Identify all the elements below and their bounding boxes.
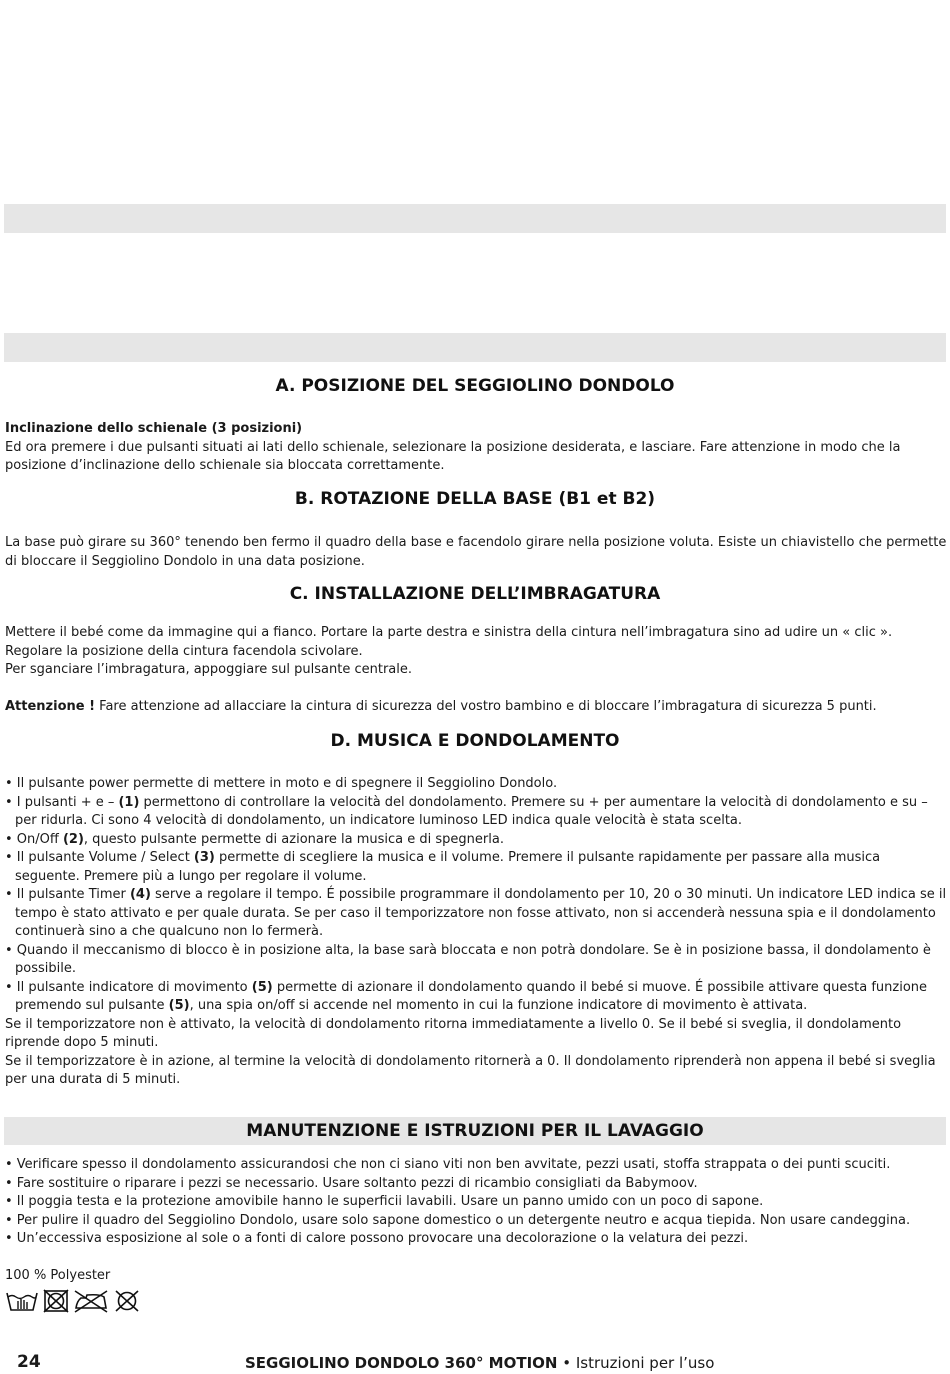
bullet-volume-a: • Il pulsante Volume / Select — [5, 850, 194, 865]
section-c-text1: Mettere il bebé come da immagine qui a fianco. Portare la parte destra e sinistra della cintura nell’imbragatura sino ad udire un « clic ». Regolare la posizione della cintura facendola scivolare. — [5, 625, 893, 659]
bullet-speed-ref: (1) — [118, 794, 140, 810]
bullet-motion-ref2: (5) — [168, 998, 190, 1013]
care-symbols — [5, 1289, 141, 1313]
top-band — [4, 204, 946, 233]
fabric-composition: 100 % Polyester — [5, 1268, 111, 1283]
bullet-motion-a: • Il pulsante indicatore di movimento — [5, 979, 252, 995]
maintenance-body — [5, 1156, 947, 1249]
do-not-tumble-dry-icon — [43, 1289, 69, 1313]
bullet-motion-c: permette di azionare il dondolamento quando il bebé si muove. É possibile attivare questa funzione premendo sul pulsante — [15, 979, 928, 1013]
do-not-dry-clean-icon — [113, 1289, 141, 1313]
bullet-lock: • Quando il meccanismo di blocco è in posizione alta, la base sarà bloccata e non potrà dondolare. Se è in posizione bassa, il dondolamento è possibile. — [5, 942, 931, 976]
bullet-motion — [5, 979, 947, 1016]
bullet-timer-c: serve a regolare il tempo. É possibile programmare il dondolamento per 10, 20 o 30 minuti. Un indicatore LED indica se il tempo è stato attivato e per quale durata. Se per caso il temporizzatore non fosse attivato, non si accenderà nessuna spia e il dondolamento continuerà sino a che qualcuno non lo fermerà. — [15, 887, 947, 939]
section-c-attention — [5, 698, 947, 717]
section-a-body — [5, 420, 947, 476]
do-not-iron-icon — [73, 1289, 109, 1313]
section-d-para2: Se il temporizzatore è in azione, al termine la velocità di dondolamento ritornerà a 0. Il dondolamento riprenderà non appena il bebé si sveglia per una durata di 5 minuti. — [5, 1053, 936, 1087]
bullet-volume — [5, 849, 947, 886]
upper-band — [4, 333, 946, 362]
section-a-heading: A. POSIZIONE DEL SEGGIOLINO DONDOLO — [275, 376, 675, 396]
section-c-heading: C. INSTALLAZIONE DELL’IMBRAGATURA — [289, 584, 661, 604]
bullet-speed-c: permettono di controllare la velocità del dondolamento. Premere su + per aumentare la velocità di dondolamento e su – per ridurla. Ci sono 4 velocità di dondolamento, un indicatore luminoso LED indica quale velocità è stata scelta. — [15, 794, 928, 828]
page-number: 24 — [17, 1352, 41, 1372]
section-d-heading: D. MUSICA E DONDOLAMENTO — [330, 731, 620, 751]
section-b-text: La base può girare su 360° tenendo ben fermo il quadro della base e facendolo girare nella posizione voluta. Esiste un chiavistello che permette di bloccare il Seggiolino Dondolo in una data posizione. — [5, 535, 947, 569]
footer-subtitle: • Istruzioni per l’uso — [557, 1354, 715, 1372]
section-b-heading: B. ROTAZIONE DELLA BASE (B1 et B2) — [294, 489, 656, 509]
maintenance-item: • Il poggia testa e la protezione amovibile hanno le superficii lavabili. Usare un panno umido con un poco di sapone. — [5, 1194, 764, 1209]
bullet-onoff-c: , questo pulsante permette di azionare la musica e di spegnerla. — [83, 831, 504, 847]
bullet-volume-ref: (3) — [193, 850, 215, 865]
footer-product: SEGGIOLINO DONDOLO 360° MOTION — [245, 1354, 558, 1372]
section-a-text: Ed ora premere i due pulsanti situati ai lati dello schienale, selezionare la posizione desiderata, e lasciare. Fare attenzione in modo che la posizione d’inclinazione dello schienale sia bloccata correttamente. — [5, 439, 901, 473]
bullet-onoff — [5, 831, 947, 850]
bullet-power: • Il pulsante power permette di mettere in moto e di spegnere il Seggiolino Dondolo. — [5, 776, 558, 791]
bullet-timer — [5, 886, 947, 942]
bullet-motion-e: , una spia on/off si accende nel momento in cui la funzione indicatore di movimento è attivata. — [189, 998, 808, 1013]
maintenance-item: • Un’eccessiva esposizione al sole o a fonti di calore possono provocare una decolorazione o la velatura dei pezzi. — [5, 1231, 749, 1246]
bullet-onoff-ref: (2) — [62, 831, 84, 847]
bullet-speed — [5, 794, 947, 831]
footer-title — [245, 1354, 714, 1372]
section-b-body — [5, 534, 947, 571]
maintenance-item: • Fare sostituire o riparare i pezzi se necessario. Usare soltanto pezzi di ricambio consigliati da Babymoov. — [5, 1175, 698, 1191]
section-d-para1: Se il temporizzatore non è attivato, la velocità di dondolamento ritorna immediatamente a livello 0. Se il bebé si sveglia, il dondolamento riprende dopo 5 minuti. — [5, 1016, 902, 1050]
section-d-body — [5, 775, 947, 1090]
attention-label: Attenzione ! — [5, 698, 96, 714]
hand-wash-icon — [5, 1289, 39, 1313]
bullet-motion-ref: (5) — [251, 979, 273, 995]
maintenance-item: • Verificare spesso il dondolamento assicurandosi che non ci siano viti non ben avvitate, pezzi usati, stoffa strappata o dei punti scuciti. — [5, 1157, 891, 1172]
section-c-text2: Per sganciare l’imbragatura, appoggiare sul pulsante centrale. — [5, 662, 413, 677]
maintenance-heading: MANUTENZIONE E ISTRUZIONI PER IL LAVAGGIO — [246, 1121, 704, 1141]
bullet-timer-ref: (4) — [129, 887, 151, 902]
bullet-timer-a: • Il pulsante Timer — [5, 887, 130, 902]
bullet-speed-a: • I pulsanti + e – — [5, 794, 119, 810]
bullet-onoff-a: • On/Off — [5, 831, 63, 847]
attention-text: Fare attenzione ad allacciare la cintura di sicurezza del vostro bambino e di bloccare l’imbragatura di sicurezza 5 punti. — [95, 698, 877, 714]
section-a-subtitle: Inclinazione dello schienale (3 posizioni) — [5, 421, 303, 436]
bullet-volume-c: permette di scegliere la musica e il volume. Premere il pulsante rapidamente per passare alla musica seguente. Premere più a lungo per regolare il volume. — [15, 850, 881, 884]
maintenance-item: • Per pulire il quadro del Seggiolino Dondolo, usare solo sapone domestico o un detergente neutro e acqua tiepida. Non usare candeggina. — [5, 1212, 911, 1228]
section-c-body — [5, 624, 947, 716]
